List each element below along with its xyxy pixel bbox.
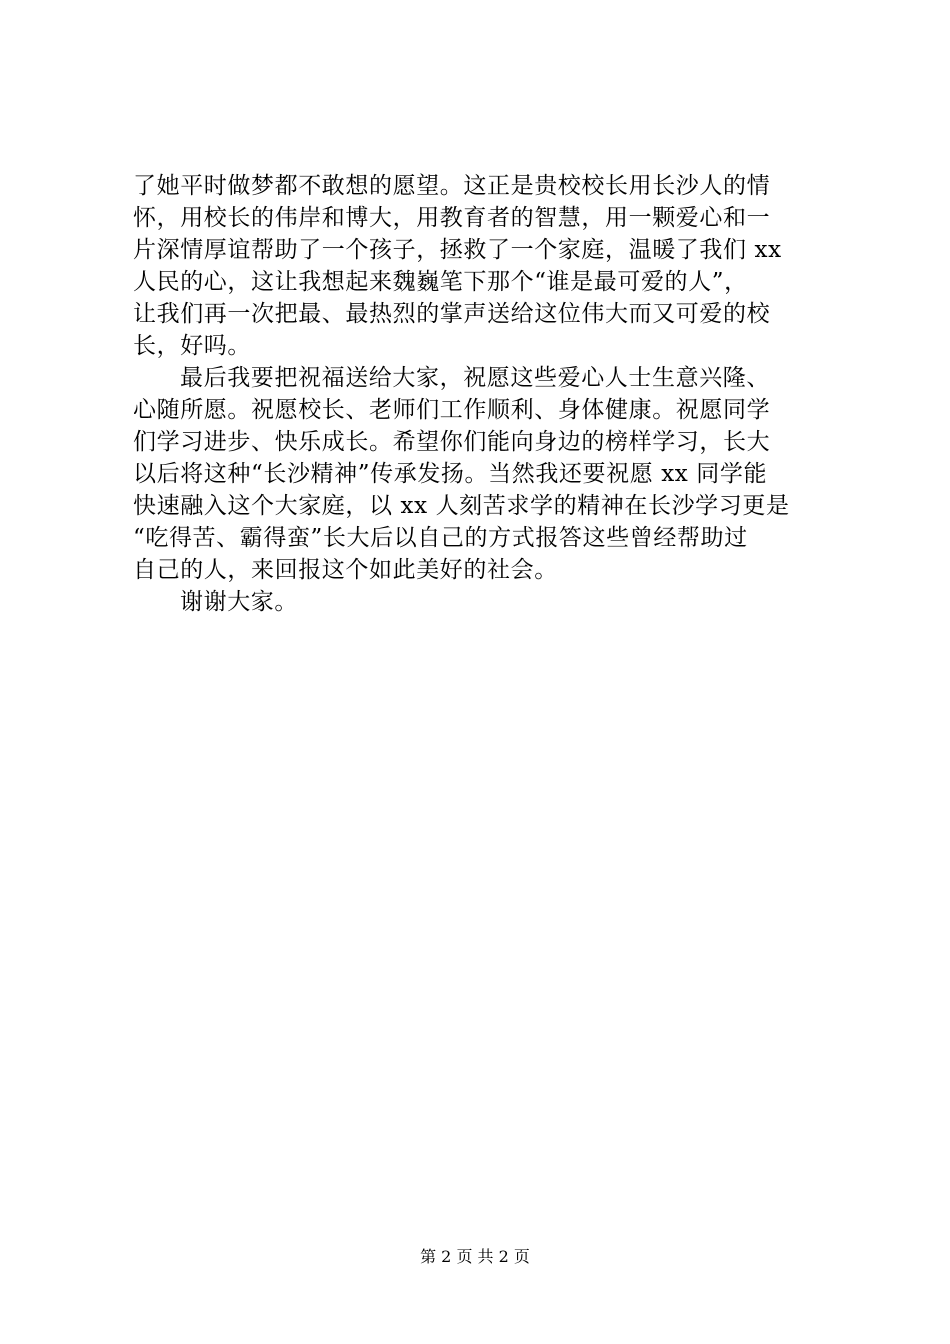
paragraph-start-line: 最后我要把祝福送给大家，祝愿这些爱心人士生意兴隆、 [180,365,770,391]
text-line: 人民的心，这让我想起来魏巍笔下那个“谁是最可爱的人”， [133,269,748,295]
text-line: 了她平时做梦都不敢想的愿望。这正是贵校校长用长沙人的情 [133,173,771,199]
text-line: 心随所愿。祝愿校长、老师们工作顺利、身体健康。祝愿同学 [133,397,771,423]
text-line: 长，好吗。 [133,333,251,359]
text-line: 让我们再一次把最、最热烈的掌声送给这位伟大而又可爱的校 [133,301,771,327]
text-line: 以后将这种“长沙精神”传承发扬。当然我还要祝愿 xx 同学能 [133,461,768,487]
page-footer [0,1244,950,1267]
text-line: “吃得苦、霸得蛮”长大后以自己的方式报答这些曾经帮助过 [133,525,748,551]
body-text [133,170,833,618]
text-line: 片深情厚谊帮助了一个孩子，拯救了一个家庭，温暖了我们 xx [133,237,782,263]
text-line: 快速融入这个大家庭，以 xx 人刻苦求学的精神在长沙学习更是 [133,493,790,519]
closing-line: 谢谢大家。 [180,589,298,615]
text-line: 怀，用校长的伟岸和博大，用教育者的智慧，用一颗爱心和一 [133,205,771,231]
page-number-label: 第 2 页 共 2 页 [420,1247,530,1266]
text-line: 自己的人，来回报这个如此美好的社会。 [133,557,558,583]
text-line: 们学习进步、快乐成长。希望你们能向身边的榜样学习，长大 [133,429,771,455]
